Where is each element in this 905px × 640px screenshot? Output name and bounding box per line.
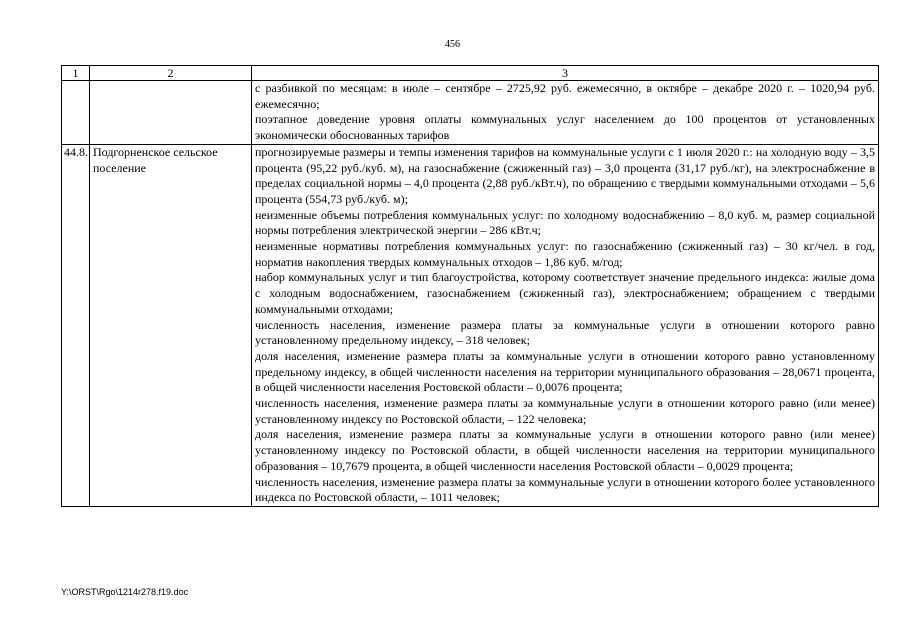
table-header-row (62, 66, 879, 81)
document-file-path: Y:\ORST\Rgo\1214r278.f19.doc (61, 587, 189, 597)
page-number: 456 (445, 39, 460, 50)
entry-paragraph: неизменные нормативы потребления коммунальных услуг: по газоснабжению (сжиженный газ) – 30 кг/чел. в год, норматив накопления твердых коммунальных отходов – 1,86 куб. м/год; (255, 239, 875, 269)
entry-paragraph: набор коммунальных услуг и тип благоустройства, которому соответствует значение предельного индекса: жилые дома с холодным водоснабжением, газоснабжением (сжиженный газ), электроснабжением; обращением с твердыми коммунальными отходами; (255, 270, 875, 316)
entry-name: Подгорненское сельское поселение (90, 144, 252, 506)
entry-number: 44.8. (62, 144, 90, 506)
entry-text-cell (252, 144, 879, 506)
entry-paragraph: доля населения, изменение размера платы за коммунальные услуги в отношении которого равно (или менее) установленному индексу по Ростовской области, в общей численности населения на территории муниципального образования – 10,7679 процента, в общей численности населения Ростовской области – 0,0029 процента; (255, 427, 875, 473)
continuation-number-cell (62, 81, 90, 145)
header-col-2: 2 (90, 66, 252, 81)
continuation-row (62, 81, 879, 145)
entry-row (62, 144, 879, 506)
entry-paragraph: неизменные объемы потребления коммунальных услуг: по холодному водоснабжению – 8,0 куб. м, размер социальной нормы потребления электрической энергии – 286 кВт.ч; (255, 207, 875, 238)
entry-paragraph: численность населения, изменение размера платы за коммунальные услуги в отношении которого равно установленному предельному индексу, – 318 человек; (255, 317, 875, 348)
entry-paragraph: численность населения, изменение размера платы за коммунальные услуги в отношении которого более установленного индекса по Ростовской области, – 1011 человек; (255, 474, 875, 505)
entry-paragraph: прогнозируемые размеры и темпы изменения тарифов на коммунальные услуги с 1 июля 2020 г.: на холодную воду – 3,5 процента (95,22 руб./куб. м), на газоснабжение (сжиженный газ) – 3,0 процента (31,17 руб./кг), на электроснабжение в пределах социальной нормы – 4,0 процента (2,88 руб./кВт.ч), по обращению с твердыми коммунальными отходами – 5,6 процента (554,73 руб./куб. м); (255, 144, 875, 206)
tariff-table (61, 65, 879, 507)
continuation-paragraph: поэтапное доведение уровня оплаты коммунальных услуг населением до 100 процентов от установленных экономически обоснованных тарифов (255, 112, 875, 143)
header-col-1: 1 (62, 66, 90, 81)
header-col-3: 3 (252, 66, 879, 81)
continuation-paragraph: с разбивкой по месяцам: в июле – сентябре – 2725,92 руб. ежемесячно, в октябре – декабре 2020 г. – 1020,94 руб. ежемесячно; (255, 81, 875, 111)
continuation-name-cell (90, 81, 252, 145)
entry-paragraph: доля населения, изменение размера платы за коммунальные услуги в отношении которого равно установленному предельному индексу, в общей численности населения на территории муниципального образования – 28,0671 процента, в общей численности населения Ростовской области – 0,0076 процента; (255, 348, 875, 395)
entry-paragraph: численность населения, изменение размера платы за коммунальные услуги в отношении которого равно (или менее) установленному индексу по Ростовской области, – 122 человека; (255, 396, 875, 426)
continuation-text-cell (252, 81, 879, 145)
